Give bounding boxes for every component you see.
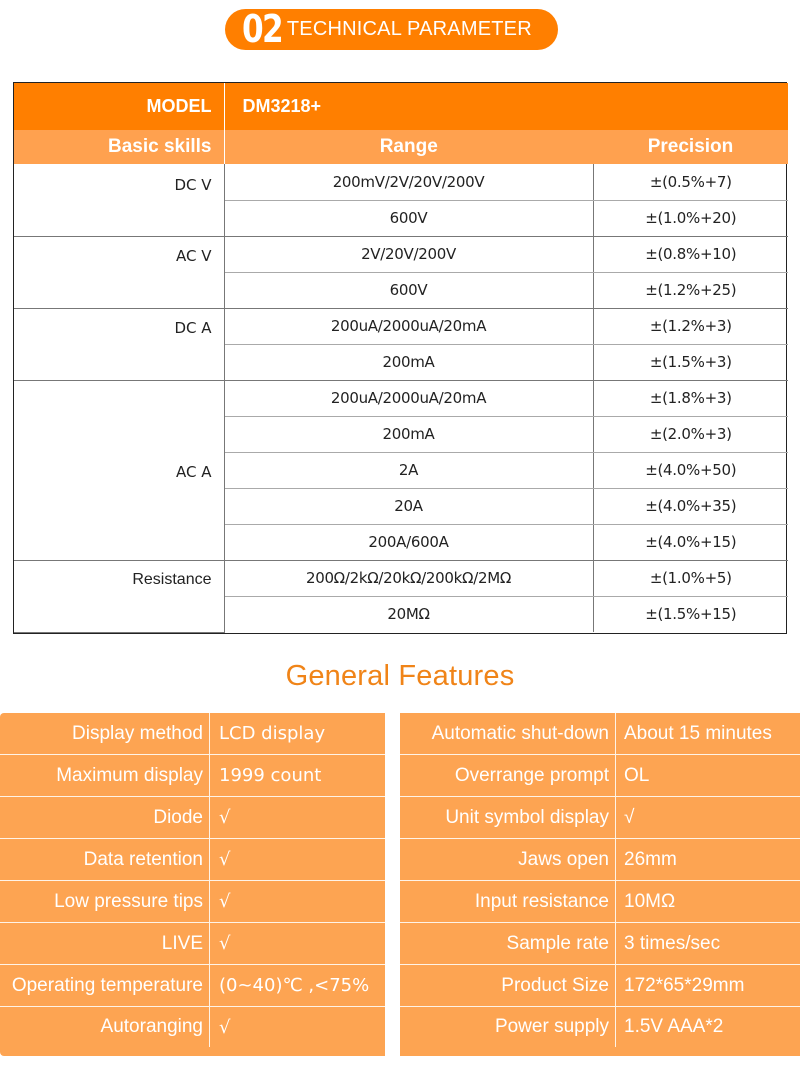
precision-cell: ±(2.0%+3) [593, 416, 788, 452]
skill-ac-v: AC V [14, 236, 224, 308]
feature-row [0, 1007, 385, 1047]
feature-label: Unit symbol display [400, 797, 616, 838]
column-header-range: Range [224, 130, 593, 164]
check-icon: √ [219, 1016, 231, 1038]
technical-parameter-table [13, 82, 787, 634]
table-row [14, 236, 788, 272]
precision-cell: ±(1.5%+15) [645, 605, 737, 624]
column-header-precision: Precision [593, 130, 788, 164]
feature-row [400, 713, 800, 755]
range-cell: 600V [224, 272, 593, 308]
skill-resistance: Resistance [14, 560, 224, 632]
range-cell: 200Ω/2kΩ/20kΩ/200kΩ/2MΩ [224, 560, 593, 596]
range-cell: 20MΩ [224, 596, 593, 632]
precision-cell: ±(1.2%+25) [593, 272, 788, 308]
range-cell: 2V/20V/200V [224, 236, 593, 272]
feature-value: 1.5V AAA*2 [624, 1016, 724, 1037]
precision-cell: ±(4.0%+15) [593, 524, 788, 560]
range-cell: 2A [224, 452, 593, 488]
feature-label: Overrange prompt [400, 755, 616, 796]
precision-cell: ±(1.8%+3) [593, 380, 788, 416]
range-cell: 200A/600A [224, 524, 593, 560]
feature-label: Diode [0, 797, 210, 838]
features-panel-right [400, 713, 800, 1056]
precision-cell: ±(1.0%+5) [593, 560, 788, 596]
feature-label: Maximum display [0, 755, 210, 796]
feature-label: LIVE [0, 923, 210, 964]
precision-cell: ±(1.2%+3) [593, 308, 788, 344]
feature-row [400, 965, 800, 1007]
feature-value: 26mm [624, 848, 677, 870]
range-cell: 600V [224, 200, 593, 236]
feature-row [0, 839, 385, 881]
precision-cell: ±(1.0%+20) [593, 200, 788, 236]
feature-value: (0~40)℃ ,<75% [219, 975, 370, 996]
section-title: TECHNICAL PARAMETER [286, 18, 532, 40]
feature-label: Jaws open [400, 839, 616, 880]
range-cell: 200uA/2000uA/20mA [224, 308, 593, 344]
skill-dc-v: DC V [14, 164, 224, 236]
feature-label: Product Size [400, 965, 616, 1006]
precision-cell: ±(4.0%+35) [593, 488, 788, 524]
feature-row [0, 713, 385, 755]
range-cell: 200mA [224, 416, 593, 452]
skill-ac-a: AC A [14, 380, 224, 560]
feature-value: 172*65*29mm [624, 974, 745, 996]
model-label: MODEL [14, 83, 224, 130]
range-cell: 200uA/2000uA/20mA [224, 380, 593, 416]
feature-row [400, 839, 800, 881]
feature-label: Data retention [0, 839, 210, 880]
section-number: 02 [242, 7, 283, 51]
feature-row [0, 881, 385, 923]
feature-row [0, 923, 385, 965]
feature-value: About 15 minutes [624, 722, 772, 744]
feature-label: Automatic shut-down [400, 713, 616, 754]
range-cell: 200mA [224, 344, 593, 380]
model-value: DM3218+ [224, 83, 788, 130]
table-row [14, 380, 788, 416]
feature-row [0, 797, 385, 839]
check-icon: √ [219, 849, 231, 870]
range-cell: 20A [224, 488, 593, 524]
feature-label: Sample rate [400, 923, 616, 964]
table-row [14, 308, 788, 344]
feature-row [400, 755, 800, 797]
precision-cell: ±(0.5%+7) [593, 164, 788, 200]
feature-label: Operating temperature [0, 965, 210, 1006]
feature-value: 3 times/sec [624, 932, 721, 954]
table-row [14, 560, 788, 596]
feature-row [400, 923, 800, 965]
precision-cell: ±(4.0%+50) [593, 452, 788, 488]
feature-label: Input resistance [400, 881, 616, 922]
feature-label: Power supply [400, 1007, 616, 1047]
feature-row [400, 797, 800, 839]
features-panel-left [0, 713, 385, 1056]
check-icon: √ [624, 806, 635, 828]
feature-label: Display method [0, 713, 210, 754]
model-row [14, 83, 788, 130]
precision-cell: ±(1.5%+3) [593, 344, 788, 380]
feature-value: 10MΩ [624, 890, 676, 912]
feature-value: OL [624, 764, 650, 786]
general-features-title: General Features [285, 660, 515, 692]
section-title-banner [225, 9, 558, 50]
feature-value: LCD display [219, 723, 326, 744]
table-header-row [14, 130, 788, 164]
feature-value: 1999 count [219, 765, 322, 786]
column-header-basic-skills: Basic skills [14, 130, 224, 164]
feature-row [400, 881, 800, 923]
range-cell: 200mV/2V/20V/200V [224, 164, 593, 200]
feature-row [400, 1007, 800, 1047]
skill-dc-a: DC A [14, 308, 224, 380]
feature-label: Low pressure tips [0, 881, 210, 922]
feature-label: Autoranging [0, 1007, 210, 1047]
feature-row [0, 965, 385, 1007]
table-row [14, 164, 788, 200]
check-icon: √ [219, 891, 231, 912]
check-icon: √ [219, 933, 231, 954]
precision-cell: ±(0.8%+10) [593, 236, 788, 272]
feature-row [0, 755, 385, 797]
check-icon: √ [219, 807, 231, 828]
